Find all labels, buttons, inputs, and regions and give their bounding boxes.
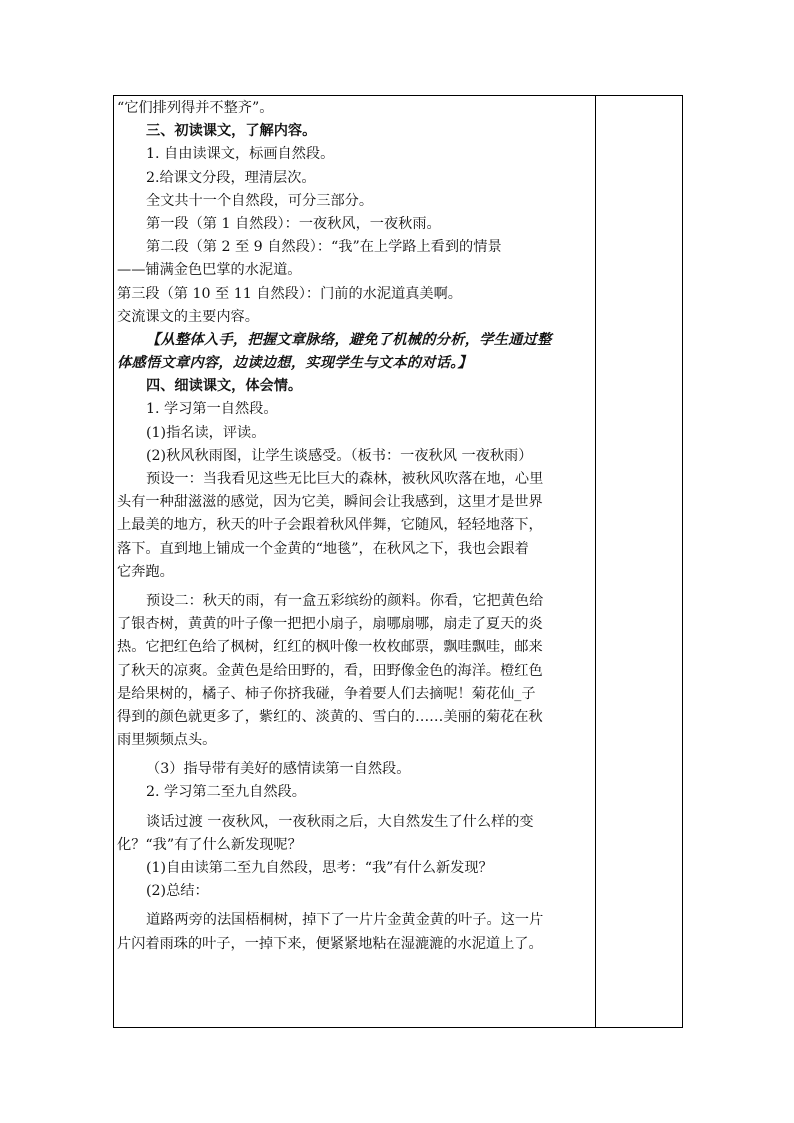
text-line: 头有一种甜滋滋的感觉，因为它美，瞬间会让我感到，这里才是世界: [117, 494, 543, 511]
text-line: 上最美的地方，秋天的叶子会跟着秋风伴舞，它随风，轻轻地落下，: [117, 517, 543, 534]
text-line: 雨里频频点头。: [117, 732, 217, 749]
text-line: (2)秋风秋雨图，让学生谈感受。（板书：一夜秋风 一夜秋雨）: [146, 447, 533, 464]
text-line: ——铺满金色巴掌的水泥道。: [117, 262, 302, 279]
text-line: (1)自由读第二至九自然段，思考：“我”有什么新发现？: [146, 860, 493, 876]
text-line: 谈话过渡 一夜秋风，一夜秋雨之后，大自然发生了什么样的变: [146, 813, 534, 830]
teaching-note: 【从整体入手，把握文章脉络，避免了机械的分析，学生通过整: [146, 331, 552, 348]
text-line: 2.给课文分段，理清层次。: [146, 169, 316, 186]
text-line: (1)指名读，评读。: [146, 424, 266, 441]
text-line: 它奔跑。: [117, 563, 174, 580]
section-heading: 四、细读课文，体会情。: [146, 378, 303, 395]
text-line: 2. 学习第二至九自然段。: [146, 784, 306, 801]
text-line: 了银杏树，黄黄的叶子像一把把小扇子，扇哪扇哪，扇走了夏天的炎: [117, 616, 543, 633]
text-line: 了秋天的凉爽。金黄色是给田野的，看，田野像金色的海洋。橙红色: [117, 662, 543, 679]
text-line: 道路两旁的法国梧桐树，掉下了一片片金黄金黄的叶子。这一片: [146, 912, 544, 929]
side-table-cell: [596, 95, 683, 1028]
text-line: 1. 自由读课文，标画自然段。: [146, 146, 335, 163]
text-line: 得到的颜色就更多了，紫红的、淡黄的、雪白的……美丽的菊花在秋: [117, 708, 543, 725]
text-line: 热。它把红色给了枫树，红红的枫叶像一枚枚邮票，飘哇飘哇，邮来: [117, 639, 543, 656]
text-line: 化？“我”有了什么新发现呢？: [117, 836, 302, 853]
text-line: 是给果树的，橘子、柿子你挤我碰，争着要人们去摘呢！菊花仙_子: [117, 685, 536, 702]
lesson-content: [117, 97, 593, 956]
text-line: 预设二：秋天的雨，有一盒五彩缤纷的颜料。你看，它把黄色给: [146, 592, 544, 609]
text-line: “它们排列得并不整齐”。: [117, 100, 274, 116]
text-line: 交流课文的主要内容。: [117, 308, 259, 325]
teaching-note: 体感悟文章内容，边读边想，实现学生与文本的对话。】: [117, 355, 473, 372]
text-line: 第三段（第 10 至 11 自然段）：门前的水泥道真美啊。: [117, 285, 462, 302]
text-line: 1. 学习第一自然段。: [146, 401, 278, 418]
text-line: 第二段（第 2 至 9 自然段）：“我”在上学路上看到的情景: [146, 239, 502, 256]
text-line: 片闪着雨珠的叶子，一掉下来，便紧紧地粘在湿漉漉的水泥道上了。: [117, 935, 543, 952]
text-line: 落下。直到地上铺成一个金黄的“地毯”，在秋风之下，我也会跟着: [117, 540, 529, 557]
text-line: (2)总结：: [146, 883, 209, 900]
text-line: 第一段（第 1 自然段）：一夜秋风，一夜秋雨。: [146, 215, 441, 232]
text-line: 预设一：当我看见这些无比巨大的森林，被秋风吹落在地，心里: [146, 471, 544, 487]
section-heading: 三、初读课文，了解内容。: [146, 123, 317, 140]
text-line: 全文共十一个自然段，可分三部分。: [146, 192, 374, 209]
text-line: （3）指导带有美好的感情读第一自然段。: [146, 761, 411, 778]
